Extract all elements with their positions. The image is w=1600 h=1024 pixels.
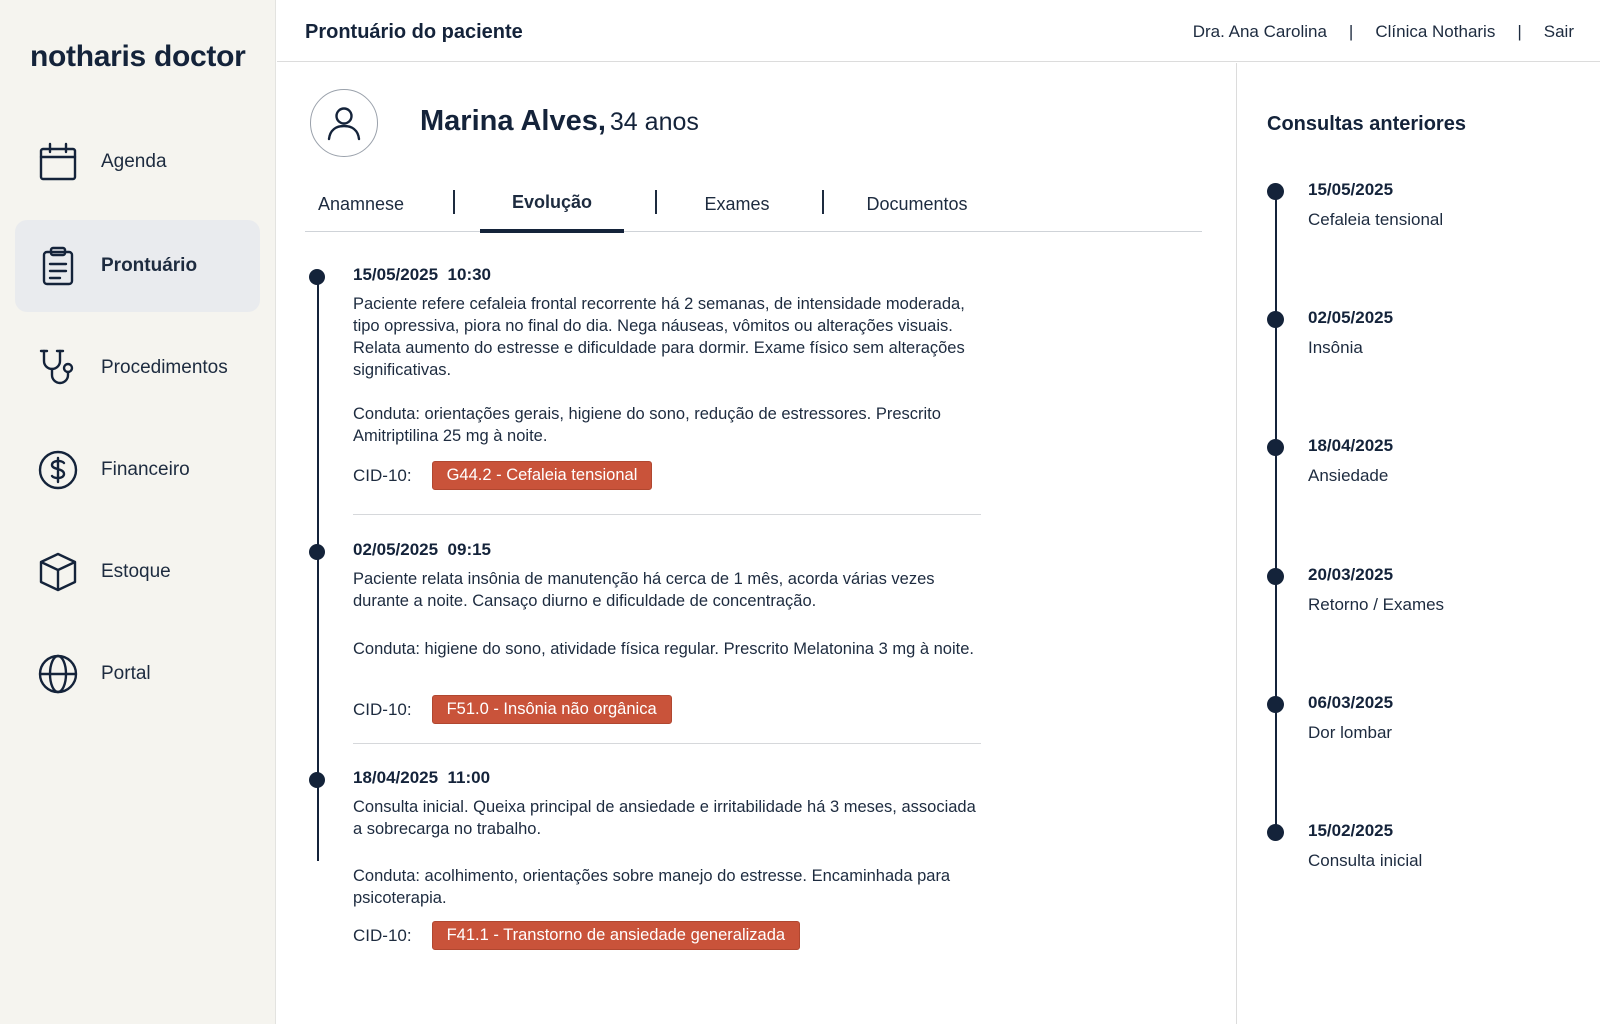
timeline-dot [309,269,325,285]
entry-note: Paciente refere cefaleia frontal recorrente há 2 semanas, de intensidade moderada, tipo opressiva, piora no final do dia. Nega náuseas, vômitos ou alterações visuais. Relata aumento do estresse e dificuldade para dormir. Exame físico sem alterações significativas. [353,295,965,379]
tab-separator [655,190,657,214]
entry-note: Consulta inicial. Queixa principal de ansiedade e irritabilidade há 3 meses, associada a sobrecarga no trabalho. [353,798,976,838]
previous-consultations-panel [1236,63,1600,1024]
sidebar-item-procedimentos[interactable] [15,322,260,414]
entry-datetime: 18/04/2025 11:00 [353,768,491,787]
header-separator: | [1348,22,1354,41]
sidebar-item-prontuario[interactable] [15,220,260,312]
consultation-date: 06/03/2025 [1308,693,1394,712]
tab-separator [453,190,455,214]
cid-label: CID-10: [353,465,412,485]
entry-note: Paciente relata insônia de manutenção há cerca de 1 mês, acorda várias vezes durante a noite. Cansaço diurno e dificuldade de concentração. [353,570,935,610]
sidebar-item-financeiro[interactable] [15,424,260,516]
clinic-name[interactable]: Clínica Notharis [1375,22,1496,41]
cid-badge[interactable]: G44.2 - Cefaleia tensional [432,461,653,490]
cid-badge[interactable]: F41.1 - Transtorno de ansiedade generalizada [432,921,800,950]
avatar [310,89,378,157]
sidebar [0,0,276,1024]
brand-logo: notharis doctor [30,40,246,73]
consultation-reason: Dor lombar [1308,723,1393,742]
consultation-reason: Cefaleia tensional [1308,210,1444,229]
cid-label: CID-10: [353,925,412,945]
calendar-icon [37,141,79,183]
sidebar-item-label: Financeiro [101,459,190,480]
sidebar-item-label: Agenda [101,151,167,172]
header-user-menu [1193,22,1574,42]
entry-conduct: Conduta: higiene do sono, atividade física regular. Prescrito Melatonina 3 mg à noite. [353,640,974,658]
consultation-date: 15/05/2025 [1308,180,1394,199]
consultation-reason: Retorno / Exames [1308,595,1445,614]
consultation-reason: Insônia [1308,338,1363,357]
record-tabs [305,176,1202,232]
sidebar-item-label: Estoque [101,561,171,582]
dollar-icon [37,449,79,491]
entry-divider [353,514,981,515]
tab-separator [822,190,824,214]
sidebar-item-label: Procedimentos [101,357,228,378]
doctor-name[interactable]: Dra. Ana Carolina [1192,22,1327,41]
entry-cid [353,921,800,950]
header-separator: | [1517,22,1522,41]
previous-consultations-title: Consultas anteriores [1267,113,1466,135]
cid-badge[interactable]: F51.0 - Insônia não orgânica [432,695,672,724]
globe-icon [37,653,79,695]
entry-cid [353,461,652,490]
timeline-dot [309,772,325,788]
tab-anamnese[interactable]: Anamnese [317,193,405,214]
timeline-dot [309,544,325,560]
user-icon [324,103,364,143]
patient-name-heading [420,105,699,138]
consultation-date: 15/02/2025 [1308,821,1394,840]
patient-age: 34 anos [609,108,699,136]
entry-datetime: 02/05/2025 09:15 [353,540,492,559]
timeline-dot [1267,311,1284,328]
tab-evolucao[interactable]: Evolução [480,176,624,233]
timeline-dot [1267,183,1284,200]
page-title: Prontuário do paciente [305,21,523,43]
box-icon [37,551,79,593]
sidebar-item-estoque[interactable] [15,526,260,618]
consultation-date: 20/03/2025 [1308,565,1394,584]
top-header [277,0,1600,62]
tab-documentos[interactable]: Documentos [866,193,968,214]
timeline-dot [1267,439,1284,456]
consultation-date: 18/04/2025 [1308,436,1394,455]
clipboard-icon [37,245,79,287]
patient-record [277,63,1235,1024]
consultation-reason: Ansiedade [1308,466,1389,485]
patient-name: Marina Alves, [420,105,606,137]
entry-datetime: 15/05/2025 10:30 [353,265,492,284]
cid-label: CID-10: [353,699,412,719]
entry-conduct: Conduta: orientações gerais, higiene do sono, redução de estressores. Prescrito Amitriptilina 25 mg à noite. [353,405,941,445]
timeline-dot [1267,568,1284,585]
sidebar-item-portal[interactable] [15,628,260,720]
timeline-dot [1267,824,1284,841]
entry-cid [353,695,672,724]
consultations-timeline-line [1275,193,1277,833]
sidebar-item-agenda[interactable] [15,116,260,208]
stethoscope-icon [37,347,79,389]
timeline-dot [1267,696,1284,713]
entry-divider [353,743,981,744]
consultation-reason: Consulta inicial [1308,851,1423,870]
sidebar-item-label: Prontuário [101,255,198,276]
tab-exames[interactable]: Exames [704,193,770,214]
entry-conduct: Conduta: acolhimento, orientações sobre manejo do estresse. Encaminhada para psicoterapia. [353,867,951,907]
sidebar-item-label: Portal [101,663,151,684]
consultation-date: 02/05/2025 [1308,308,1394,327]
logout-link[interactable]: Sair [1543,22,1574,41]
